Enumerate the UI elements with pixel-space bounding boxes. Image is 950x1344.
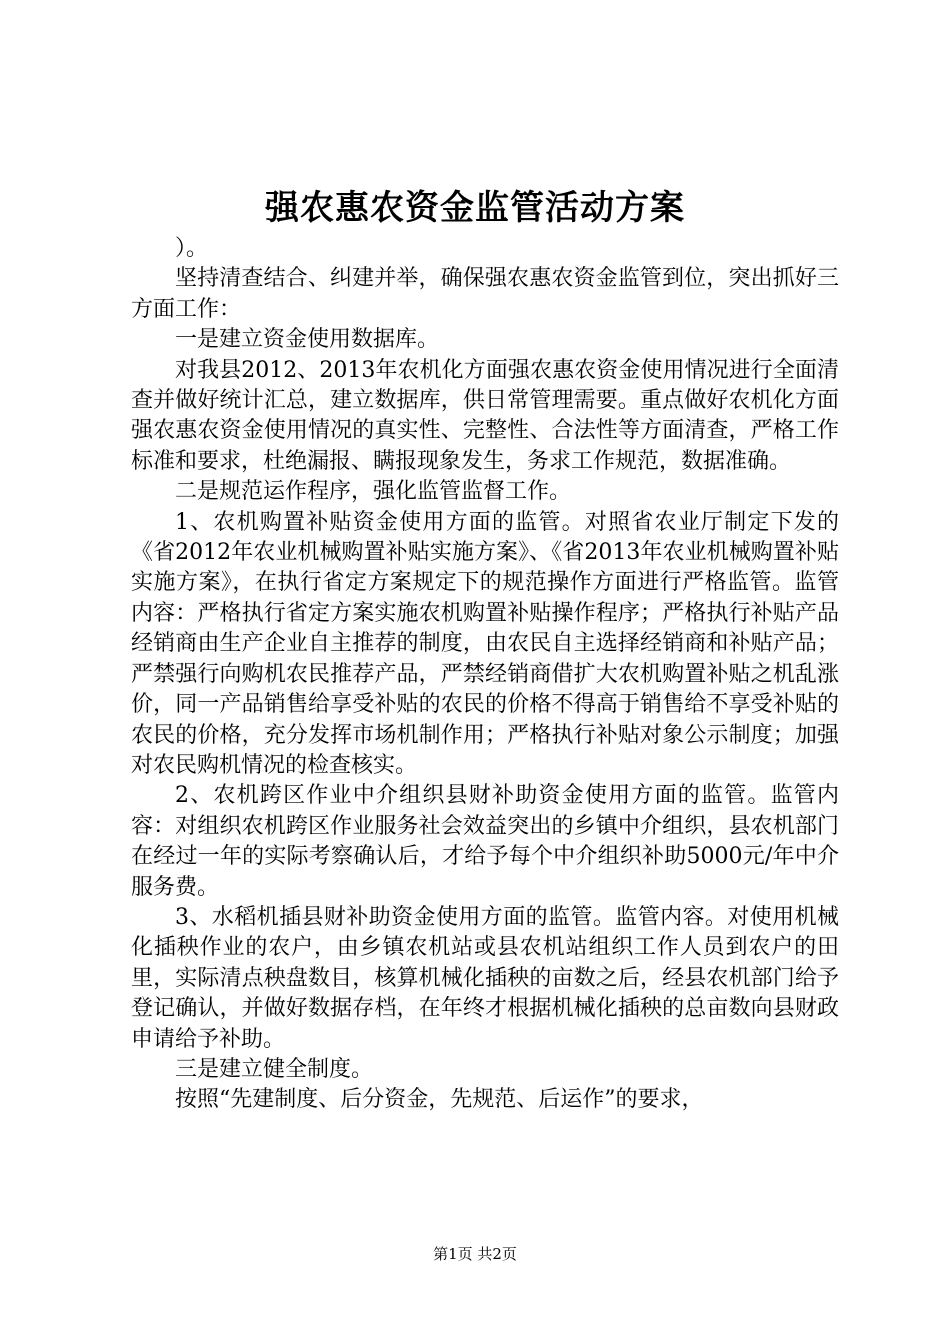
paragraph: 坚持清查结合、纠建并举，确保强农惠农资金监管到位，突出抓好三方面工作： — [131, 266, 839, 322]
paragraph: 二是规范运作程序，强化监管监督工作。 — [175, 479, 572, 505]
paragraph: 2、农机跨区作业中介组织县财补助资金使用方面的监管。监管内容：对组织农机跨区作业服务社会效益突出的乡镇中介组织，县农机部门在经过一年的实际考察确认后，才给予每个中介组织补助5000元/年中介服务费。 — [131, 783, 839, 900]
paragraph: 一是建立资金使用数据库。 — [175, 327, 440, 353]
paragraph: 1、农机购置补贴资金使用方面的监管。对照省农业厅制定下发的《省2012年农业机械购置补贴实施方案》、《省2013年农业机械购置补贴实施方案》，在执行省定方案规定下的规范操作方面进行严格监管。监管内容：严格执行省定方案实施农机购置补贴操作程序；严格执行补贴产品经销商由生产企业自主推荐的制度，由农民自主选择经销商和补贴产品；严禁强行向购机农民推荐产品，严禁经销商借扩大农机购置补贴之机乱涨价，同一产品销售给享受补贴的农民的价格不得高于销售给不享受补贴的农民的价格，充分发挥市场机制作用；严格执行补贴对象公示制度；加强对农民购机情况的检查核实。 — [131, 509, 839, 778]
page-footer: 第1页 共2页 — [433, 1245, 517, 1263]
paragraph: 按照“先建制度、后分资金，先规范、后运作”的要求， — [175, 1087, 704, 1113]
paragraph: 对我县2012、2013年农机化方面强农惠农资金使用情况进行全面清查并做好统计汇总，建立数据库，供日常管理需要。重点做好农机化方面强农惠农资金使用情况的真实性、完整性、合法性等方面清查，严格工作标准和要求，杜绝漏报、瞒报现象发生，务求工作规范，数据准确。 — [131, 357, 839, 474]
document-body — [131, 234, 839, 1116]
paragraph: 3、水稻机插县财补助资金使用方面的监管。监管内容。对使用机械化插秧作业的农户，由乡镇农机站或县农机站组织工作人员到农户的田里，实际清点秧盘数目，核算机械化插秧的亩数之后，经县农机部门给予登记确认，并做好数据存档，在年终才根据机械化插秧的总亩数向县财政申请给予补助。 — [131, 904, 839, 1052]
paragraph: ）。 — [175, 236, 209, 261]
document-title: 强农惠农资金监管活动方案 — [265, 188, 685, 228]
paragraph: 三是建立健全制度。 — [175, 1056, 374, 1082]
